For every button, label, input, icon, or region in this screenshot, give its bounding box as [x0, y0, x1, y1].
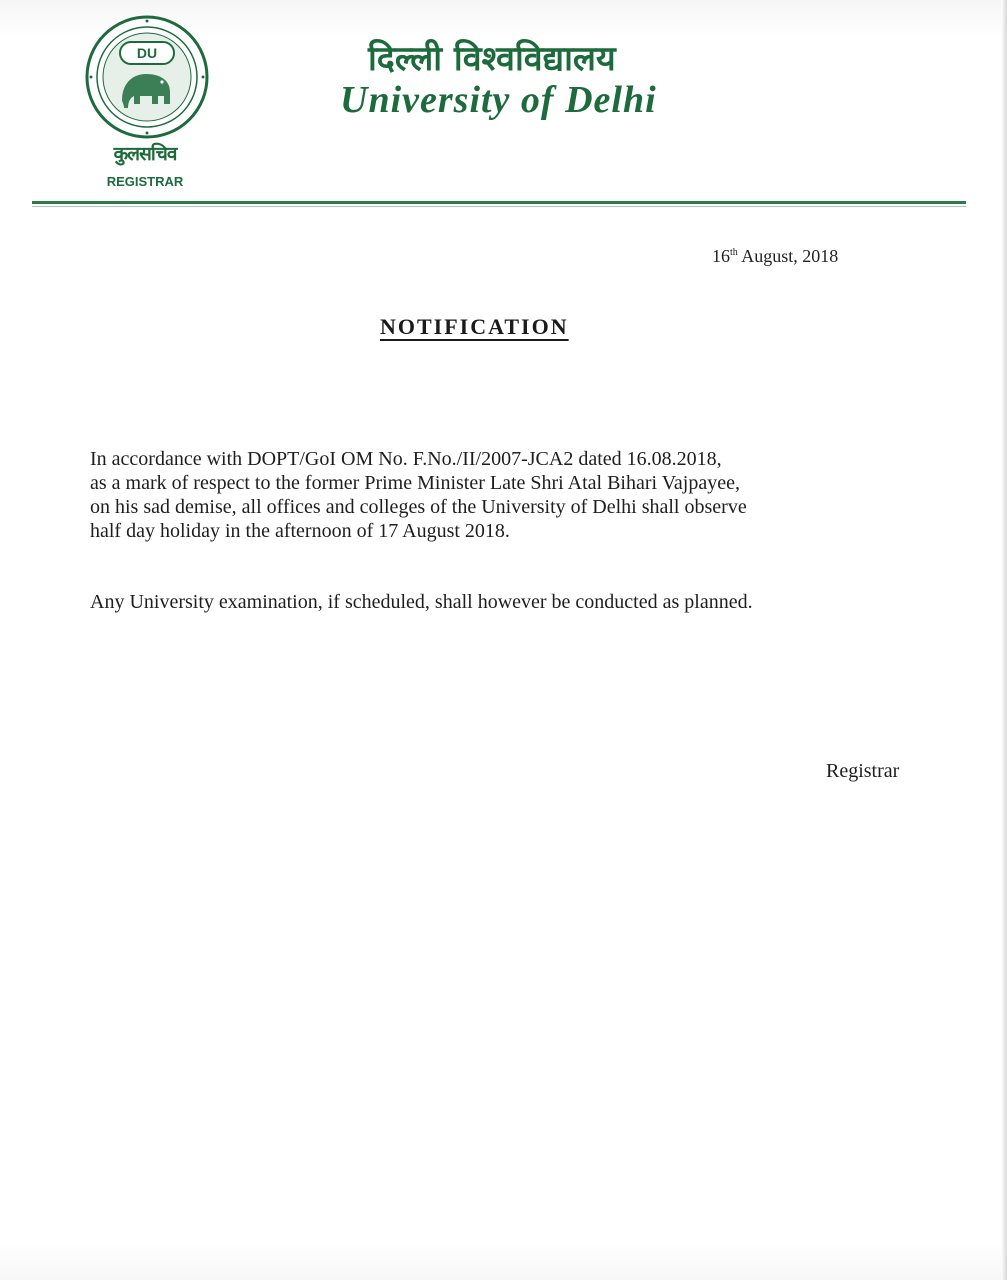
seal-cartouche-text [120, 42, 174, 64]
notice-title: NOTIFICATION [380, 314, 569, 339]
paragraph-1-line: In accordance with DOPT/GoI OM No. F.No./II/2007-JCA2 dated 16.08.2018, [90, 448, 722, 470]
date-suffix: th [730, 247, 738, 258]
date-day: 16 [712, 246, 730, 266]
paragraph-1-line: half day holiday in the afternoon of 17 August 2018. [90, 520, 510, 542]
letterhead-divider-thin [32, 206, 966, 207]
registrar-hindi-label: कुलसचिव [113, 143, 177, 165]
notice-paragraph-2: Any University examination, if scheduled, shall however be conducted as planned. [90, 591, 753, 613]
notice-date [712, 246, 838, 267]
date-rest: August, 2018 [737, 246, 839, 266]
paragraph-1-line: as a mark of respect to the former Prime Minister Late Shri Atal Bihari Vajpayee, [90, 472, 740, 494]
university-seal-icon [84, 14, 210, 140]
page-edge-shadow [1001, 0, 1007, 1280]
letterhead-divider [32, 201, 966, 204]
svg-text:DU: DU [136, 45, 158, 61]
signature-registrar: Registrar [826, 760, 900, 782]
registrar-english-label: REGISTRAR [106, 174, 184, 189]
university-name-english: University of Delhi [340, 79, 657, 121]
paragraph-1-line: on his sad demise, all offices and colleges of the University of Delhi shall observe [90, 496, 747, 518]
notice-paragraph-1 [90, 447, 930, 543]
university-name-hindi: दिल्ली विश्वविद्यालय [368, 39, 616, 79]
